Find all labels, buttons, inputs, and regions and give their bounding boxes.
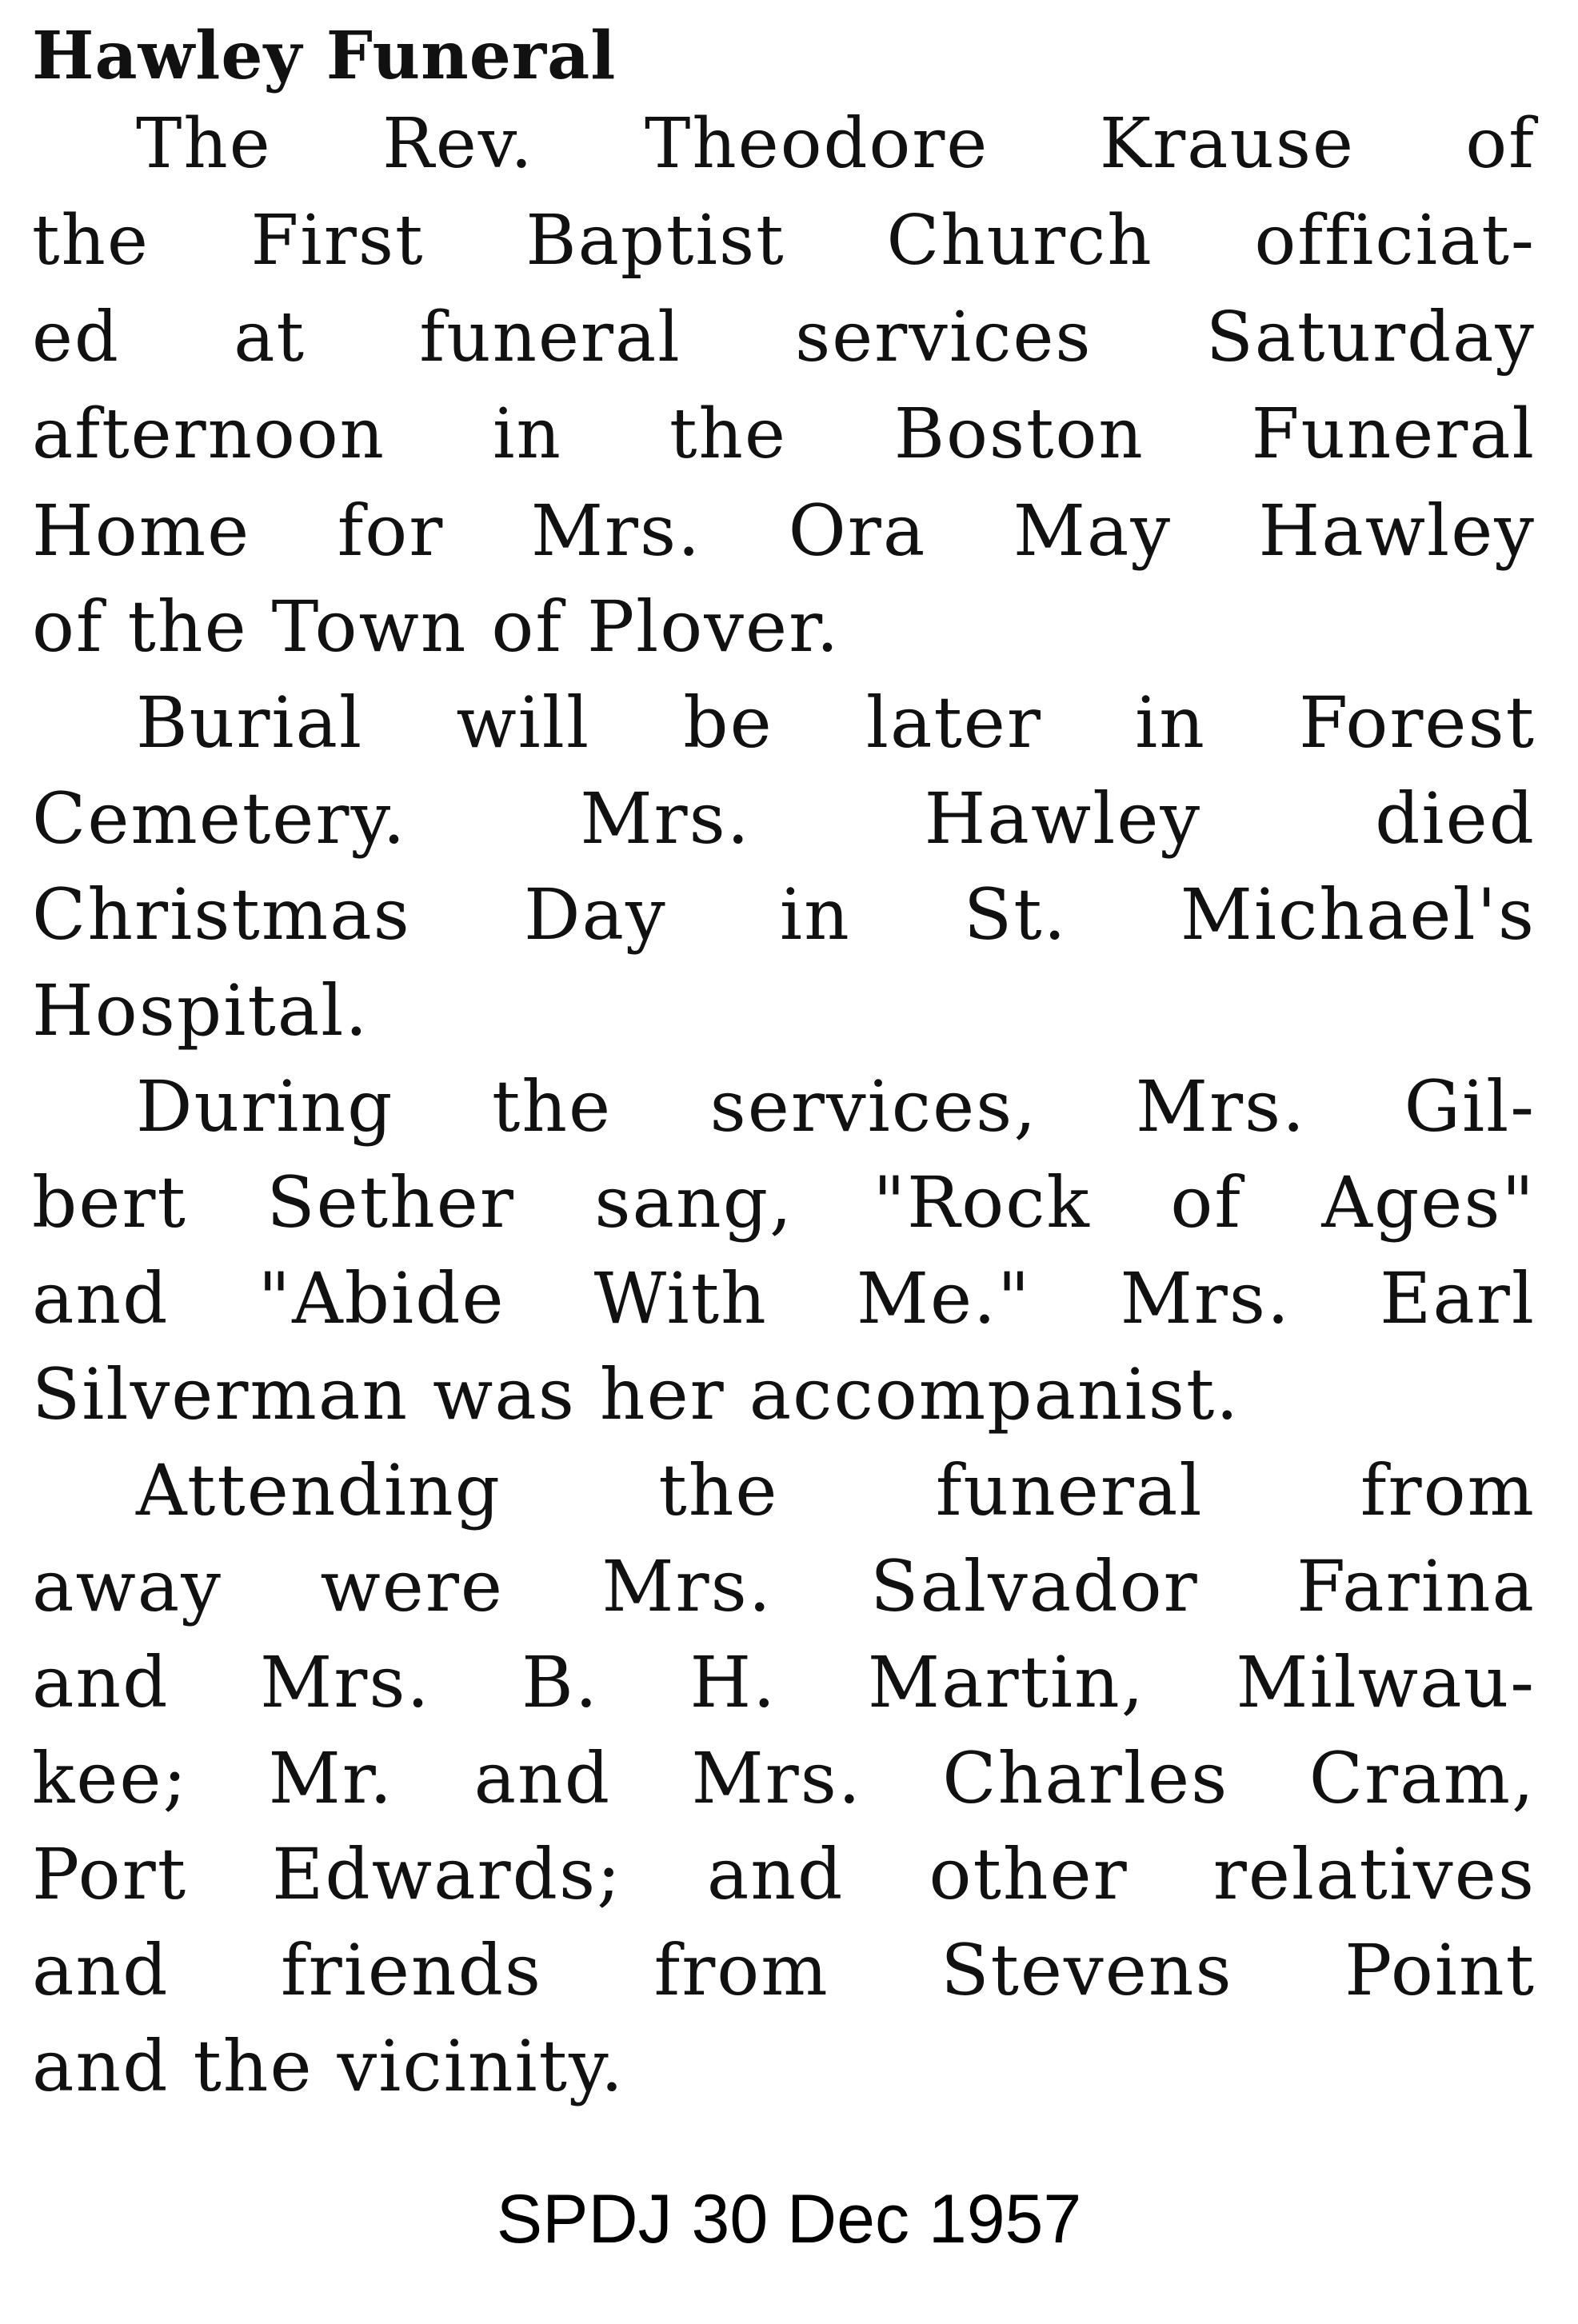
text-line: Port Edwards; and other relatives: [32, 1833, 1536, 1915]
article-headline: Hawley Funeral: [32, 18, 617, 94]
paragraph-burial: [32, 675, 1536, 1059]
text-line: Cemetery. Mrs. Hawley died: [32, 777, 1536, 860]
paragraph-service-continued: [32, 483, 1536, 675]
text-line: and "Abide With Me." Mrs. Earl: [32, 1257, 1536, 1340]
text-line: kee; Mr. and Mrs. Charles Cram,: [32, 1737, 1536, 1819]
text-line: Attending the funeral from: [136, 1449, 1536, 1531]
text-line: of the Town of Plover.: [32, 585, 841, 668]
text-line: the First Baptist Church officiat-: [32, 201, 1536, 281]
text-line: Silverman was her accompanist.: [32, 1353, 1240, 1436]
text-line: During the services, Mrs. Gil-: [136, 1065, 1536, 1148]
text-line: bert Sether sang, "Rock of Ages": [32, 1161, 1536, 1244]
paragraph-service: [32, 96, 1536, 483]
text-line: afternoon in the Boston Funeral: [32, 394, 1536, 474]
paragraph-music: [32, 1059, 1536, 1443]
source-citation: SPDJ 30 Dec 1957: [496, 2181, 1082, 2258]
text-line: and the vicinity.: [32, 2025, 625, 2107]
text-line: Hospital.: [32, 969, 370, 1052]
text-line: and friends from Stevens Point: [32, 1929, 1536, 2011]
paragraph-attendees: [32, 1443, 1536, 2114]
newspaper-clipping: [32, 16, 1536, 2114]
text-line: Burial will be later in Forest: [136, 681, 1536, 764]
text-line: away were Mrs. Salvador Farina: [32, 1545, 1536, 1627]
text-line: The Rev. Theodore Krause of: [136, 104, 1536, 184]
text-line: and Mrs. B. H. Martin, Milwau-: [32, 1641, 1536, 1723]
text-line: ed at funeral services Saturday: [32, 297, 1536, 377]
text-line: Christmas Day in St. Michael's: [32, 873, 1536, 956]
text-line: Home for Mrs. Ora May Hawley: [32, 489, 1536, 572]
